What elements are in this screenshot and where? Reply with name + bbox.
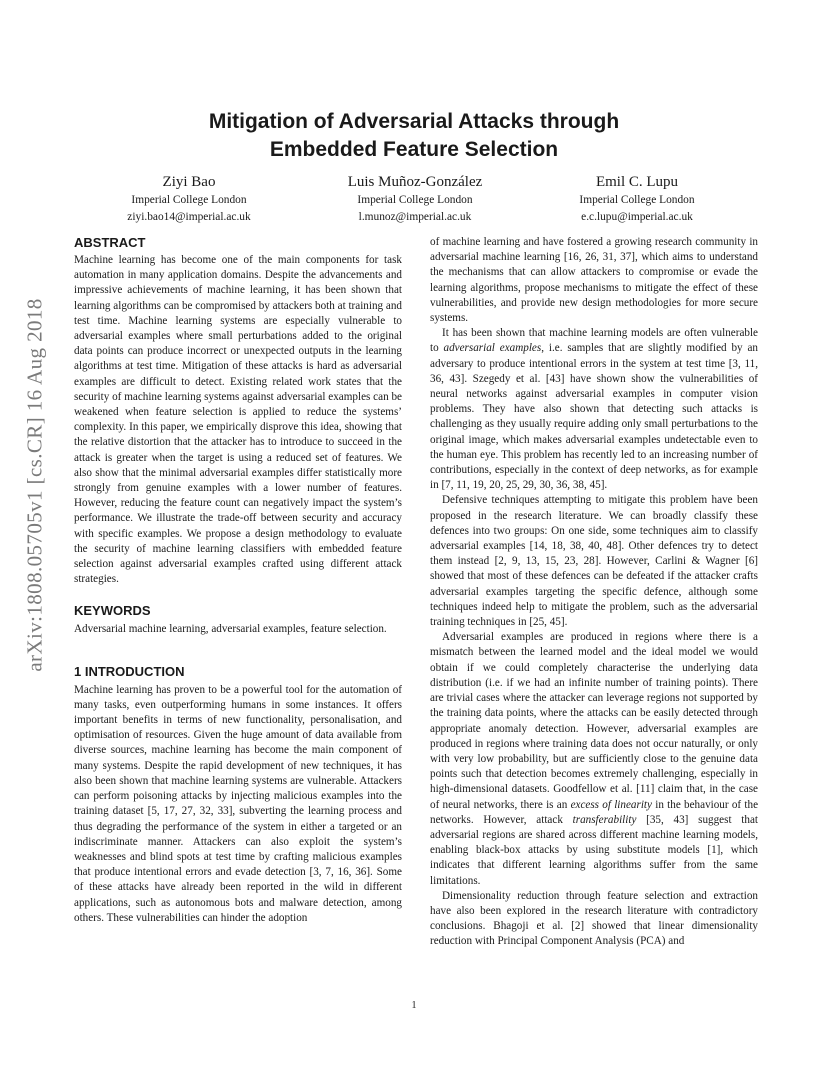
abstract-text: Machine learning has become one of the main components for task automation in many application domains. Despite the advancements and impressive achievements of machine learning, it has been shown that learning algorithms can be compromised by attackers both at training and test time. Machine learning systems are especially vulnerable to adversarial examples where small perturbations added to the original data points can produce incorrect or unexpected outputs in the learning algorithms at test time. Mitigation of these attacks is hard as adversarial examples are difficult to detect. Existing related work states that the security of machine learning systems against adversarial examples can be weakened when feature selection is applied to reduce the systems’ complexity. In this paper, we empirically disprove this idea, showing that the relative distortion that the attacker has to introduce to succeed in the attack is greater when the target is using a reduced set of features. We also show that the minimal adversarial examples differ statistically more strongly from genuine examples with a lower number of features. However, reducing the feature count can negatively impact the system’s performance. We illustrate the trade-off between security and accuracy with specific examples. We propose a design methodology to evaluate the security of machine learning classifiers with embedded feature selection against adversarial examples crafted using different attack strategies. — [74, 254, 402, 586]
body-paragraph: Dimensionality reduction through feature selection and extraction have also been explored in the research literature with contradictory conclusions. Bhagoji et al. [2] showed that linear dimensionality reduction with Principal Component Analysis (PCA) and — [430, 889, 758, 948]
body-paragraph: Adversarial examples are produced in regions where there is a mismatch between the learned model and the ideal model we would obtain if we could completely characterise the underlying data distribution (i.e. if we had an infinite number of training points). There are trivial cases where the attacker can leverage regions not supported by the training data points, where the attacks can be easily detected through appropriate anomaly detection. However, adversarial examples are produced in regions where training data does not occur naturally, or only with very low probability, but are sufficiently close to the genuine data points such that detection becomes extremely challenging, especially in high-dimensional datasets. Goodfellow et al. [11] claim that, in the case of neural networks, there is an excess of linearity in the behaviour of the networks. However, attack transferability [35, 43] suggest that adversarial regions are shared across different machine learning models, enabling black-box attacks by using substitute models [1], which indicates that different learning algorithms suffer from the same limitations. — [430, 631, 759, 887]
author-affiliation: Imperial College London — [357, 194, 473, 206]
author-block-3 — [522, 172, 752, 226]
arxiv-sidebar — [24, 290, 46, 680]
author-affiliation: Imperial College London — [131, 194, 247, 206]
abstract-heading: ABSTRACT — [74, 235, 146, 250]
author-affiliation: Imperial College London — [579, 194, 695, 206]
author-email[interactable]: e.c.lupu@imperial.ac.uk — [581, 211, 693, 223]
body-paragraph: of machine learning and have fostered a growing research community in adversarial machine learning [16, 26, 31, 37], which aims to understand the mechanisms that can allow attackers to compromise or evade the learning algorithms, propose mechanisms to mitigate the effect of these vulnerabilities, and provide new design methodologies for more secure systems. — [430, 236, 758, 325]
author-name: Emil C. Lupu — [595, 174, 679, 190]
title-line-2: Embedded Feature Selection — [269, 138, 559, 161]
author-block-2 — [300, 172, 530, 226]
arxiv-identifier[interactable]: arXiv:1808.05705v1 [cs.CR] 16 Aug 2018 — [22, 298, 47, 672]
page-number: 1 — [411, 1000, 417, 1011]
author-email[interactable]: ziyi.bao14@imperial.ac.uk — [127, 211, 251, 223]
author-block-1 — [74, 172, 304, 226]
author-email[interactable]: l.munoz@imperial.ac.uk — [358, 211, 472, 223]
body-paragraph: Defensive techniques attempting to mitigate this problem have been proposed in the research literature. We can broadly classify these defences into two groups: On one side, some techniques aim to classify adversarial examples [14, 18, 38, 40, 48]. Other defences try to detect them instead [2, 9, 13, 15, 23, 28]. However, Carlini & Wagner [6] showed that most of these defences can be defeated if the attacker crafts adversarial examples targeting the specific defence, although some techniques indeed help to mitigate the problem, such as the adversarial training techniques in [25, 45]. — [430, 494, 758, 629]
introduction-text: Machine learning has proven to be a powerful tool for the automation of many tasks, even outperforming humans in some instances. It offers important benefits in terms of new functionality, personalisation, and optimisation of resources. Given the huge amount of data available from diverse sources, machine learning has become the main component of many systems. Despite the rapid development of new techniques, it has also been shown that machine learning systems are vulnerable. Attackers can perform poisoning attacks by injecting malicious examples into the training dataset [5, 17, 27, 32, 33], subverting the learning process and thus degrading the performance of the system in either a targeted or an indiscriminate manner. Attackers can also exploit the system’s weaknesses and blind spots at test time by crafting malicious examples that produce intentional errors and evade detection [3, 7, 16, 36]. Some of these attacks have already been reported in the wild in different applications, such as autonomous bots and malware detection, among others. These vulnerabilities can hinder the adoption — [74, 683, 402, 924]
left-column — [74, 234, 402, 926]
keywords-heading: KEYWORDS — [74, 603, 151, 619]
right-column — [430, 235, 758, 950]
paper-title — [0, 108, 828, 164]
title-line-1: Mitigation of Adversarial Attacks through — [208, 110, 620, 133]
body-paragraph: It has been shown that machine learning models are often vulnerable to adversarial examples, i.e. samples that are slightly modified by an adversary to produce intentional errors in the system at test time [3, 11, 36, 43]. Szegedy et al. [43] have shown show the vulnerabilities of neural networks against adversarial examples in computer vision problems. They have also shown that detecting such attacks is challenging as they usually require adding only small perturbations to the original image, which makes adversarial examples undetectable even to the human eye. This problem has recently led to an increasing number of contributions, especially in the context of deep networks, as for example in [7, 11, 19, 20, 25, 29, 30, 36, 38, 45]. — [430, 327, 758, 492]
keywords-text: Adversarial machine learning, adversarial examples, feature selection. — [74, 623, 387, 636]
author-name: Luis Muñoz-González — [347, 174, 483, 190]
author-name: Ziyi Bao — [162, 174, 216, 190]
section-heading-introduction: 1 INTRODUCTION — [74, 663, 185, 679]
